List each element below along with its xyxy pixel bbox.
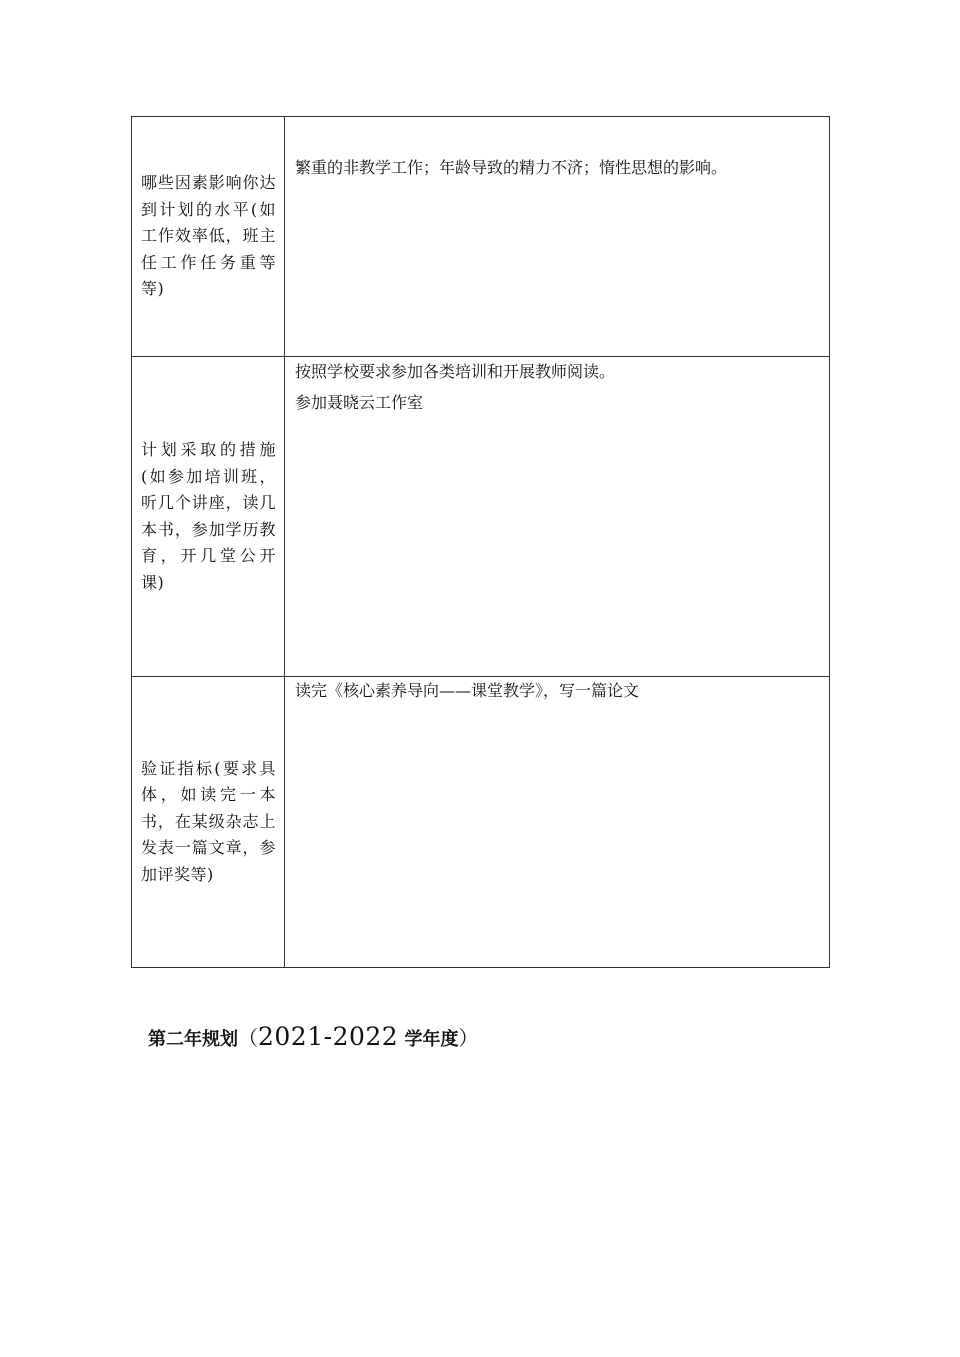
row-label: 验证指标(要求具体，如读完一本书，在某级杂志上发表一篇文章，参加评奖等) (141, 758, 276, 884)
row-label-cell (132, 357, 285, 677)
row-content-cell (285, 357, 830, 677)
section-heading-paren-open: （ (238, 1026, 258, 1050)
table-row (132, 677, 830, 968)
row-content-line: 按照学校要求参加各类培训和开展教师阅读。 (295, 362, 616, 381)
row-content-line: 参加聂晓云工作室 (295, 393, 424, 412)
row-content-cell (285, 677, 830, 968)
section-heading-prefix: 第二年规划 (148, 1029, 238, 1050)
row-label: 计划采取的措施(如参加培训班，听几个讲座，读几本书，参加学历教育，开几堂公开课) (141, 440, 276, 592)
section-heading-year-range: 2021-2022 (258, 1022, 399, 1051)
row-label-cell (132, 677, 285, 968)
table-row (132, 357, 830, 677)
section-heading (148, 1022, 478, 1055)
section-heading-paren-close: ） (458, 1026, 479, 1050)
plan-table (131, 116, 830, 968)
row-content-line: 繁重的非教学工作；年龄导致的精力不济；惰性思想的影响。 (295, 158, 728, 177)
row-content-line: 读完《核心素养导向——课堂教学》，写一篇论文 (295, 681, 640, 700)
row-label: 哪些因素影响你达到计划的水平(如工作效率低，班主任工作任务重等等) (141, 173, 276, 299)
row-label-cell (132, 117, 285, 357)
section-heading-suffix: 学年度 (398, 1029, 459, 1050)
table-row (132, 117, 830, 357)
row-content-cell (285, 117, 830, 357)
